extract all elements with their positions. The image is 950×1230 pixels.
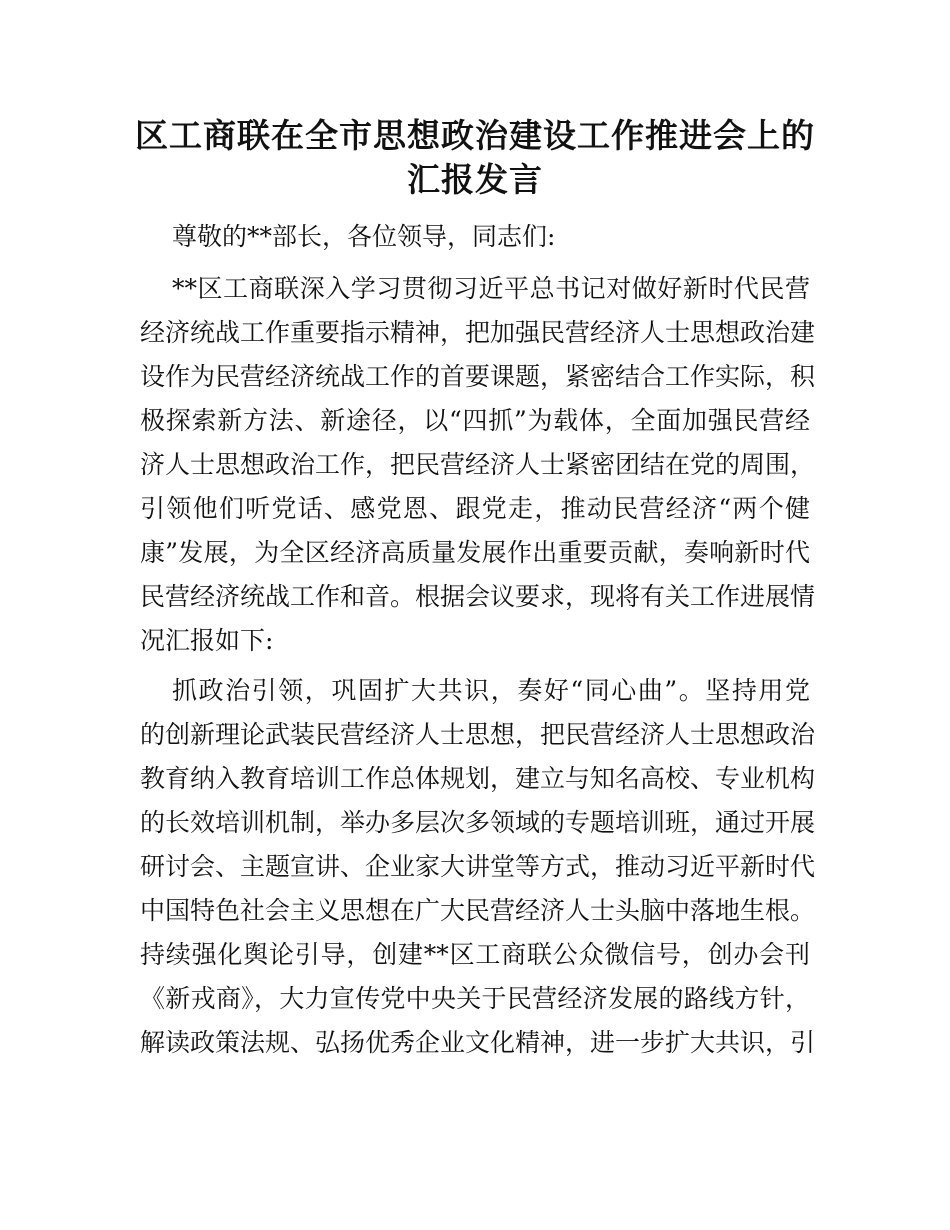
paragraph-line: 康”发展，为全区经济高质量发展作出重要贡献，奏响新时代 bbox=[140, 538, 810, 567]
paragraph-line: 研讨会、主题宣讲、企业家大讲堂等方式，推动习近平新时代 bbox=[140, 852, 816, 881]
paragraph-line: 持续强化舆论引导，创建**区工商联公众微信号，创办会刊 bbox=[140, 940, 810, 969]
paragraph-line: 况汇报如下: bbox=[140, 626, 274, 655]
paragraph-line: 的创新理论武装民营经济人士思想，把民营经济人士思想政治 bbox=[140, 720, 816, 749]
document-title-line-1: 区工商联在全市思想政治建设工作推进会上的 bbox=[135, 116, 815, 155]
paragraph-line: 解读政策法规、弘扬优秀企业文化精神，进一步扩大共识，引 bbox=[140, 1028, 816, 1057]
paragraph-line: 经济统战工作重要指示精神，把加强民营经济人士思想政治建 bbox=[140, 318, 816, 347]
paragraph-line: 抓政治引领，巩固扩大共识，奏好“同心曲”。坚持用党 bbox=[172, 676, 810, 705]
salutation: 尊敬的**部长，各位领导，同志们: bbox=[172, 222, 556, 251]
paragraph-line: 济人士思想政治工作，把民营经济人士紧密团结在党的周围， bbox=[140, 450, 816, 479]
paragraph-line: 中国特色社会主义思想在广大民营经济人士头脑中落地生根。 bbox=[140, 896, 816, 925]
paragraph-line: **区工商联深入学习贯彻习近平总书记对做好新时代民营 bbox=[172, 274, 810, 303]
paragraph-line: 《新戎商》，大力宣传党中央关于民营经济发展的路线方针， bbox=[140, 984, 810, 1013]
paragraph-line: 设作为民营经济统战工作的首要课题，紧密结合工作实际，积 bbox=[140, 362, 816, 391]
paragraph-line: 引领他们听党话、感党恩、跟党走，推动民营经济“两个健 bbox=[140, 494, 810, 523]
paragraph-line: 教育纳入教育培训工作总体规划，建立与知名高校、专业机构 bbox=[140, 764, 816, 793]
paragraph-line: 极探索新方法、新途径，以“四抓”为载体，全面加强民营经 bbox=[140, 406, 810, 435]
paragraph-line: 的长效培训机制，举办多层次多领域的专题培训班，通过开展 bbox=[140, 808, 816, 837]
document-title-line-2: 汇报发言 bbox=[407, 160, 543, 199]
paragraph-line: 民营经济统战工作和音。根据会议要求，现将有关工作进展情 bbox=[140, 582, 816, 611]
